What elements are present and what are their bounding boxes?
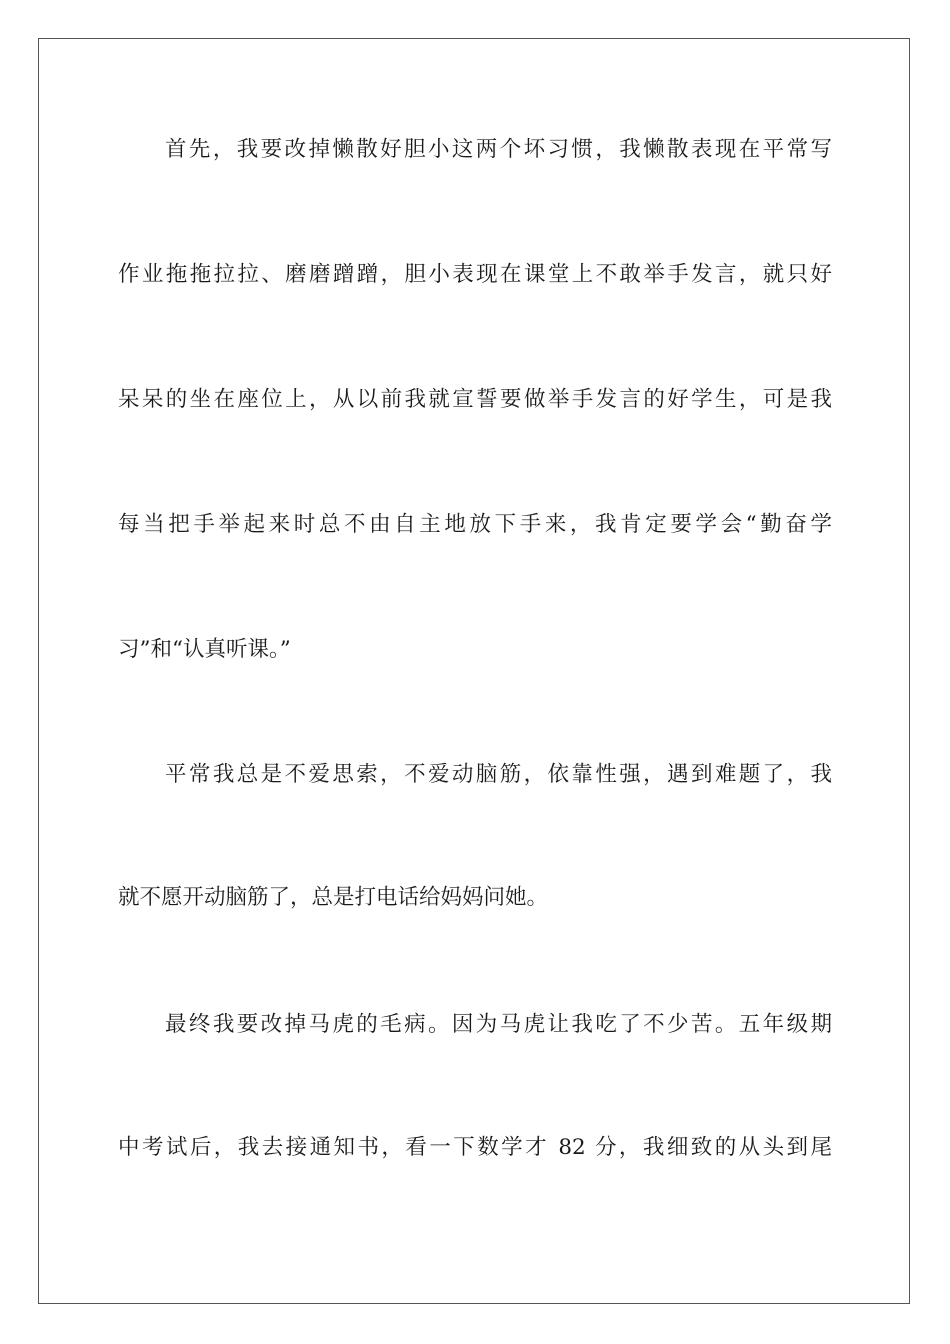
paragraph-1-line-4: 每当把手举起来时总不由自主地放下手来，我肯定要学会“勤奋学 bbox=[118, 512, 832, 537]
paragraph-1-line-3: 呆呆的坐在座位上，从以前我就宣誓要做举手发言的好学生，可是我 bbox=[118, 387, 832, 412]
paragraph-2-line-2: 就不愿开动脑筋了，总是打电话给妈妈问她。 bbox=[118, 885, 549, 910]
paragraph-3-line-1: 最终我要改掉马虎的毛病。因为马虎让我吃了不少苦。五年级期 bbox=[165, 1012, 832, 1037]
paragraph-1-line-2: 作业拖拖拉拉、磨磨蹭蹭，胆小表现在课堂上不敢举手发言，就只好 bbox=[118, 262, 832, 287]
paragraph-2-line-1: 平常我总是不爱思索，不爱动脑筋，依靠性强，遇到难题了，我 bbox=[165, 762, 832, 787]
paragraph-1-line-1: 首先，我要改掉懒散好胆小这两个坏习惯，我懒散表现在平常写 bbox=[165, 137, 832, 162]
paragraph-3-line-2: 中考试后，我去接通知书，看一下数学才 82 分，我细致的从头到尾 bbox=[118, 1135, 832, 1160]
paragraph-1-line-5: 习”和“认真听课。” bbox=[118, 637, 291, 662]
page-border bbox=[38, 38, 910, 1304]
